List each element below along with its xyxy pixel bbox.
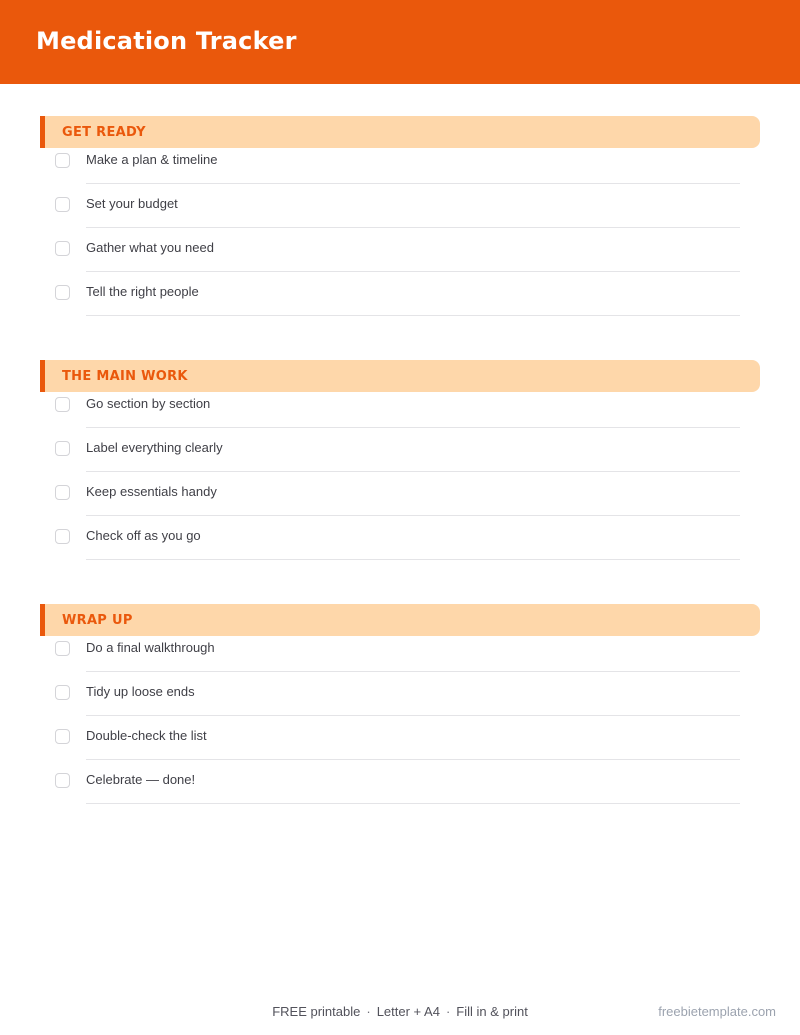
item-divider bbox=[86, 715, 740, 716]
section-header bbox=[40, 116, 760, 148]
footer bbox=[0, 1004, 800, 1022]
checkbox[interactable] bbox=[55, 685, 70, 700]
section-accent-bar bbox=[40, 360, 45, 392]
footer-size-text: Letter + A4 bbox=[376, 1004, 440, 1019]
checkbox[interactable] bbox=[55, 529, 70, 544]
checklist-item-label: Set your budget bbox=[86, 196, 178, 211]
item-divider bbox=[86, 183, 740, 184]
checklist-item bbox=[40, 524, 760, 568]
checklist-item bbox=[40, 148, 760, 192]
checklist-item-label: Gather what you need bbox=[86, 240, 214, 255]
footer-separator: · bbox=[445, 1004, 451, 1019]
checklist-item bbox=[40, 636, 760, 680]
checkbox[interactable] bbox=[55, 241, 70, 256]
section-title: WRAP UP bbox=[62, 613, 133, 628]
checklist-item bbox=[40, 680, 760, 724]
section-accent-bar bbox=[40, 116, 45, 148]
checklist-item bbox=[40, 480, 760, 524]
checklist bbox=[40, 636, 760, 812]
footer-format-text: FREE printable bbox=[272, 1004, 361, 1019]
checklist-item-label: Label everything clearly bbox=[86, 440, 223, 455]
section-get-ready bbox=[40, 116, 760, 299]
checklist-item-label: Check off as you go bbox=[86, 528, 201, 543]
checkbox[interactable] bbox=[55, 153, 70, 168]
item-divider bbox=[86, 671, 740, 672]
checklist-item-label: Do a final walkthrough bbox=[86, 640, 215, 655]
item-divider bbox=[86, 559, 740, 560]
checklist-item-label: Go section by section bbox=[86, 396, 211, 411]
footer-separator: · bbox=[366, 1004, 371, 1019]
item-divider bbox=[86, 471, 740, 472]
checklist-item bbox=[40, 192, 760, 236]
checkbox[interactable] bbox=[55, 729, 70, 744]
item-divider bbox=[86, 759, 740, 760]
checklist bbox=[40, 148, 760, 324]
item-divider bbox=[86, 803, 740, 804]
checklist-item bbox=[40, 392, 760, 436]
checklist-item-label: Tidy up loose ends bbox=[86, 684, 195, 699]
checklist-item bbox=[40, 724, 760, 768]
section-wrap-up bbox=[40, 604, 760, 787]
checkbox[interactable] bbox=[55, 397, 70, 412]
checklist-item bbox=[40, 236, 760, 280]
item-divider bbox=[86, 427, 740, 428]
checkbox[interactable] bbox=[55, 197, 70, 212]
checkbox[interactable] bbox=[55, 773, 70, 788]
item-divider bbox=[86, 315, 740, 316]
checkbox[interactable] bbox=[55, 641, 70, 656]
checkbox[interactable] bbox=[55, 485, 70, 500]
section-header bbox=[40, 360, 760, 392]
checklist-item-label: Tell the right people bbox=[86, 284, 199, 299]
checkbox[interactable] bbox=[55, 441, 70, 456]
footer-instruction-text: Fill in & print bbox=[456, 1004, 528, 1019]
checklist-item-label: Celebrate — done! bbox=[86, 772, 196, 787]
section-header bbox=[40, 604, 760, 636]
section-the-main-work bbox=[40, 360, 760, 543]
item-divider bbox=[86, 515, 740, 516]
checklist bbox=[40, 392, 760, 568]
checklist-item bbox=[40, 436, 760, 480]
section-title: GET READY bbox=[62, 125, 146, 140]
header-bar bbox=[0, 0, 800, 84]
checkbox[interactable] bbox=[55, 285, 70, 300]
page-title: Medication Tracker bbox=[36, 27, 297, 55]
checklist-item bbox=[40, 768, 760, 812]
checklist-item-label: Make a plan & timeline bbox=[86, 152, 218, 167]
checklist-item-label: Double-check the list bbox=[86, 728, 207, 743]
checklist-item bbox=[40, 280, 760, 324]
section-title: THE MAIN WORK bbox=[62, 369, 188, 384]
item-divider bbox=[86, 227, 740, 228]
checklist-item-label: Keep essentials handy bbox=[86, 484, 217, 499]
footer-site-link[interactable]: freebietemplate.com bbox=[658, 1004, 776, 1019]
section-accent-bar bbox=[40, 604, 45, 636]
item-divider bbox=[86, 271, 740, 272]
